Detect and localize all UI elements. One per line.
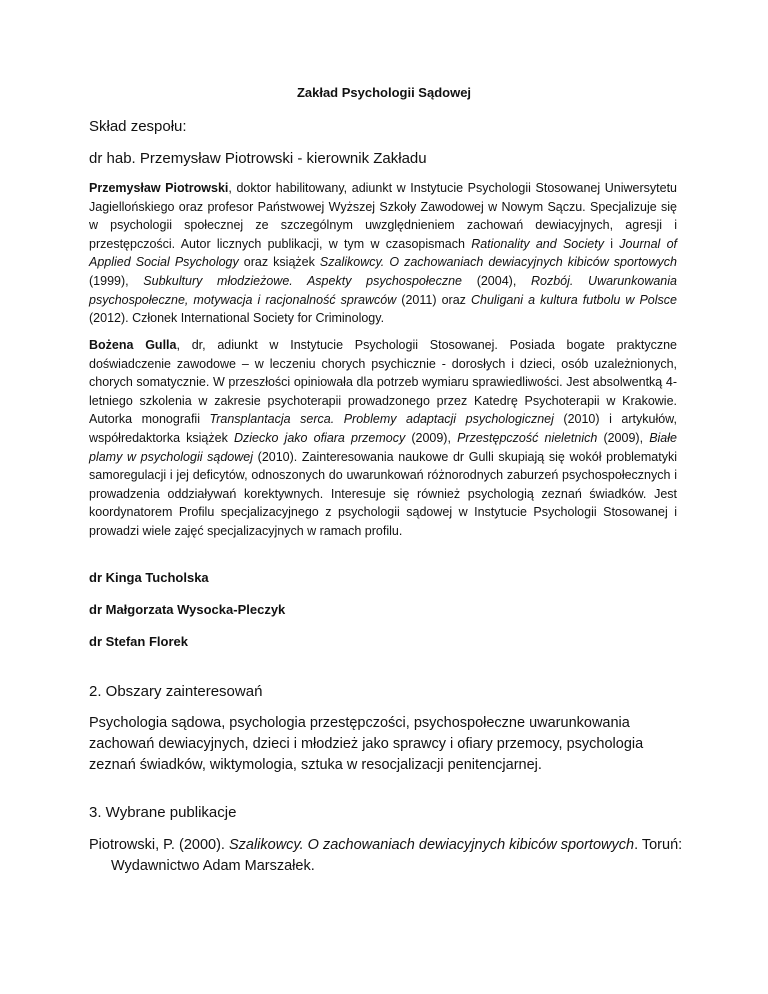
bio-name: Bożena Gulla: [89, 338, 177, 352]
bio-piotrowski: Przemysław Piotrowski, doktor habilitowany, adiunkt w Instytucie Psychologii Stosowanej Uniwersytetu Jagiellońskiego oraz profesor Państwowej Wyższej Szkoły Zawodowej w Nowym Sączu. Specjalizuje się w psychologii społecznej ze szczególnym uwzględnieniem zachowań dewiacyjnych, agresji i przestępczości. Autor licznych publikacji, w tym w czasopismach Rationality and Society i Journal of Applied Social Psychology oraz książek Szalikowcy. O zachowaniach dewiacyjnych kibiców sportowych (1999), Subkultury młodzieżowe. Aspekty psychospołeczne (2004), Rozbój. Uwarunkowania psychospołeczne, motywacja i racjonalność sprawców (2011) oraz Chuligani a kultura futbolu w Polsce (2012). Członek International Society for Criminology.: [89, 181, 677, 326]
interests-text: Psychologia sądowa, psychologia przestępczości, psychospołeczne uwarunkowania zachowań dewiacyjnych, dzieci i młodzież jako sprawcy i ofiary przemocy, psychologia zeznań świadków, wiktymologia, sztuka w resocjalizacji penitencjarnej.: [89, 715, 644, 773]
member-name: dr Stefan Florek: [89, 634, 188, 649]
department-head: dr hab. Przemysław Piotrowski - kierownik Zakładu: [89, 150, 427, 167]
publication-entry: Piotrowski, P. (2000). Szalikowcy. O zachowaniach dewiacyjnych kibiców sportowych. Toruń: Wydawnictwo Adam Marszałek.: [89, 837, 683, 874]
document-title: Zakład Psychologii Sądowej: [296, 85, 472, 100]
team-label: Skład zespołu:: [89, 118, 187, 135]
publication-title: Szalikowcy. O zachowaniach dewiacyjnych kibiców sportowych: [228, 837, 635, 853]
member-name: dr Małgorzata Wysocka-Pleczyk: [89, 602, 286, 617]
section-heading: 2. Obszary zainteresowań: [89, 683, 263, 700]
bio-gulla: Bożena Gulla, dr, adiunkt w Instytucie Psychologii Stosowanej. Posiada bogate praktyczne doświadczenie zawodowe – w leczeniu chorych psychicznie - dorosłych i dzieci, osób uzależnionych, chorych somatycznie. W przeszłości opiniowała dla potrzeb wymiaru sprawiedliwości. Jest absolwentką 4-letniego szkolenia w zakresie psychoterapii prowadzonego przez Katedrę Psychoterapii w Krakowie. Autorka monografii Transplantacja serca. Problemy adaptacji psychologicznej (2010) i artykułów, współredaktorka książek Dziecko jako ofiara przemocy (2009), Przestępczość nieletnich (2009), Białe plamy w psychologii sądowej (2010). Zainteresowania naukowe dr Gulli skupiają się wokół problematyki samoregulacji i jej deficytów, odnoszonych do uwarunkowań różnorodnych zaburzeń psychospołecznych i prowadzenia oddziaływań korektywnych. Interesuje się również psychologią zeznań świadków. Jest koordynatorem Profilu specjalizacyjnego z psychologii sądowej w Instytucie Psychologii Stosowanej i prowadzi wiele zajęć specjalizacyjnych w ramach profilu.: [89, 338, 677, 538]
bio-name: Przemysław Piotrowski: [89, 181, 229, 195]
section-heading: 3. Wybrane publikacje: [89, 804, 237, 821]
member-name: dr Kinga Tucholska: [89, 570, 209, 585]
